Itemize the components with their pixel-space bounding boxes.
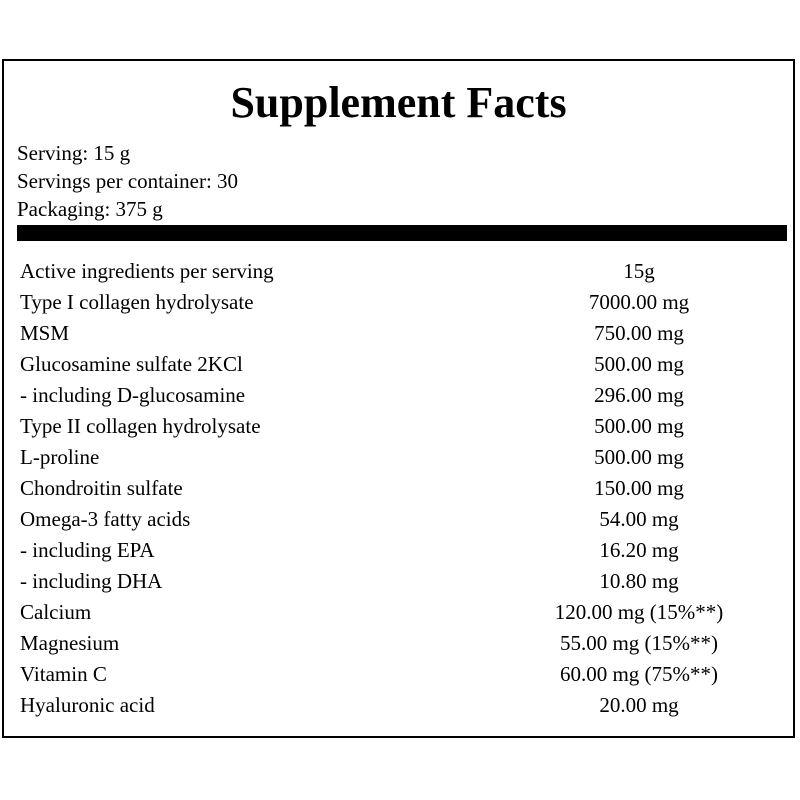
ingredient-name: L-proline — [20, 445, 100, 469]
table-row — [4, 566, 793, 597]
ingredient-name: Chondroitin sulfate — [20, 476, 183, 500]
ingredient-name: Calcium — [20, 600, 92, 624]
ingredient-amount: 750.00 mg — [594, 321, 684, 345]
panel-title: Supplement Facts — [230, 78, 567, 127]
ingredient-amount: 54.00 mg — [599, 507, 679, 531]
servings-per-container: Servings per container: 30 — [17, 169, 239, 193]
table-row — [4, 411, 793, 442]
table-row — [4, 318, 793, 349]
ingredient-amount: 7000.00 mg — [588, 290, 690, 314]
table-row — [4, 473, 793, 504]
ingredient-name: Type I collagen hydrolysate — [20, 290, 254, 314]
ingredient-name: Hyaluronic acid — [20, 693, 155, 717]
table-row — [4, 349, 793, 380]
divider-bar — [17, 225, 787, 241]
table-row — [4, 659, 793, 690]
ingredient-amount: 500.00 mg — [594, 352, 684, 376]
table-row — [4, 380, 793, 411]
table-row — [4, 690, 793, 721]
table-row — [4, 597, 793, 628]
table-row — [4, 535, 793, 566]
ingredient-name: - including DHA — [20, 569, 163, 593]
ingredient-amount: 296.00 mg — [594, 383, 684, 407]
table-row — [4, 504, 793, 535]
ingredient-amount: 16.20 mg — [599, 538, 679, 562]
packaging: Packaging: 375 g — [17, 197, 163, 221]
ingredient-amount: 500.00 mg — [594, 445, 684, 469]
ingredient-amount: 120.00 mg (15%**) — [554, 600, 724, 624]
ingredient-name: Magnesium — [20, 631, 120, 655]
serving-size: Serving: 15 g — [17, 141, 131, 165]
table-row — [4, 256, 793, 287]
ingredient-amount: 10.80 mg — [599, 569, 679, 593]
table-row — [4, 442, 793, 473]
ingredient-amount: 150.00 mg — [594, 476, 684, 500]
ingredient-amount: 15g — [623, 259, 655, 283]
ingredient-amount: 55.00 mg (15%**) — [559, 631, 719, 655]
ingredient-name: Vitamin C — [20, 662, 107, 686]
table-row — [4, 628, 793, 659]
ingredient-name: Active ingredients per serving — [20, 259, 274, 283]
ingredient-name: Omega-3 fatty acids — [20, 507, 191, 531]
ingredient-amount: 500.00 mg — [594, 414, 684, 438]
ingredient-name: - including D-glucosamine — [20, 383, 246, 407]
ingredient-name: Type II collagen hydrolysate — [20, 414, 261, 438]
ingredient-amount: 20.00 mg — [599, 693, 679, 717]
ingredient-name: Glucosamine sulfate 2KCl — [20, 352, 243, 376]
table-row — [4, 287, 793, 318]
ingredient-name: - including EPA — [20, 538, 155, 562]
supplement-facts-panel — [2, 59, 795, 738]
ingredient-name: MSM — [20, 321, 70, 345]
ingredient-amount: 60.00 mg (75%**) — [559, 662, 719, 686]
